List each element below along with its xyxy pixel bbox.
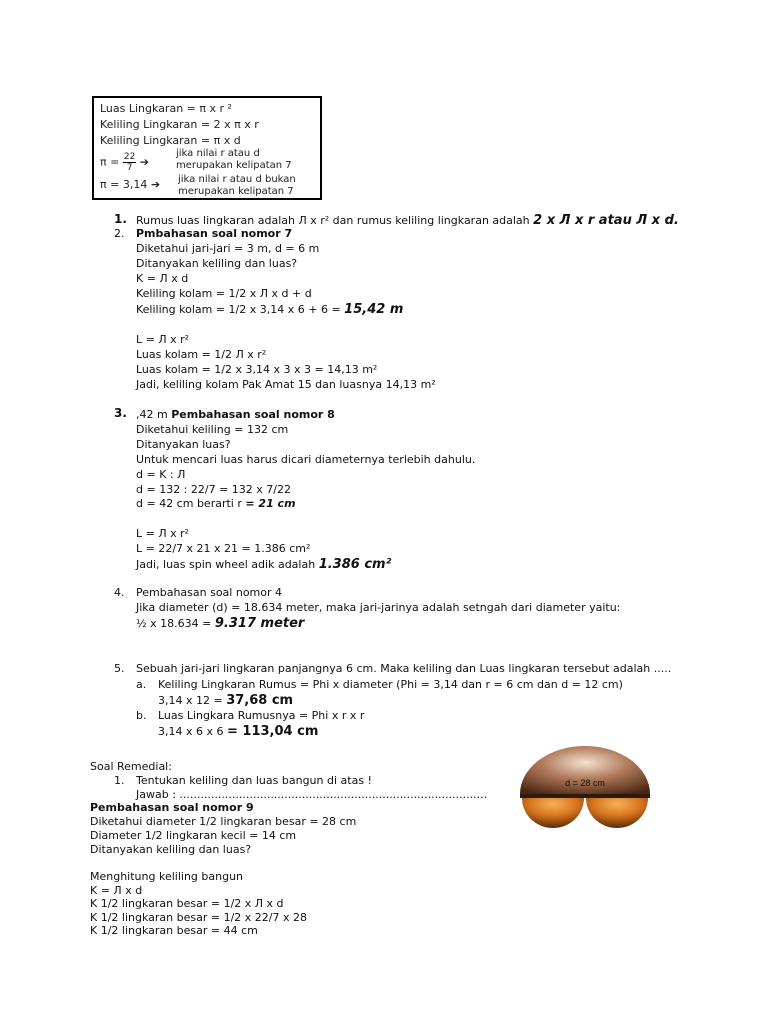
item-3-line-7: L = Л x r² <box>136 527 190 540</box>
fraction-22-7 <box>123 152 136 173</box>
item-1-body: Rumus luas lingkaran adalah Л x r² dan rumus keliling lingkaran adalah <box>136 214 534 227</box>
remedial-line-1: Diketahui diameter 1/2 lingkaran besar = 28 cm <box>90 815 357 828</box>
remedial-heading: Pembahasan soal nomor 9 <box>90 801 254 814</box>
item-5b-result: = 113,04 cm <box>227 724 319 739</box>
item-3-line-9 <box>136 557 391 572</box>
remedial-number-1: 1. <box>114 774 125 787</box>
item-3-heading-line <box>136 408 335 421</box>
item-5b-mark: b. <box>136 709 147 722</box>
formula-pi-decimal <box>100 178 160 191</box>
item-3-line-9-body: Jadi, luas spin wheel adik adalah <box>136 558 319 571</box>
remedial-line-8: K 1/2 lingkaran besar = 44 cm <box>90 924 258 937</box>
formula-keliling-r: Keliling Lingkaran = 2 x π x r <box>100 118 259 131</box>
item-5-text: Sebuah jari-jari lingkaran panjangnya 6 cm. Maka keliling dan Luas lingkaran tersebut adalah ..... <box>136 662 672 675</box>
item-4-heading: Pembahasan soal nomor 4 <box>136 586 283 599</box>
item-2-line-5-body: Keliling kolam = 1/2 x 3,14 x 6 + 6 = <box>136 303 345 316</box>
item-3-line-1: Diketahui keliling = 132 cm <box>136 423 289 436</box>
item-3-line-6-body: d = 42 cm berarti r <box>136 497 246 510</box>
arrow-right-icon: ➔ <box>150 178 161 191</box>
remedial-jawab: Jawab : ........................................................................................ <box>136 788 488 801</box>
item-number-4: 4. <box>114 586 125 599</box>
pi-decimal-label: π = 3,14 <box>100 178 148 191</box>
fraction-numerator: 22 <box>123 152 136 162</box>
item-5b-text: Luas Lingkara Rumusnya = Phi x r x r <box>158 709 365 722</box>
item-2-line-8: Luas kolam = 1/2 x 3,14 x 3 x 3 = 14,13 m² <box>136 363 378 376</box>
formula-box <box>92 96 322 200</box>
formula-keliling-d: Keliling Lingkaran = π x d <box>100 134 241 147</box>
item-4-line-2 <box>136 616 304 631</box>
item-3-line-9-result: 1.386 cm² <box>318 557 392 572</box>
item-5a-line-2-body: 3,14 x 12 = <box>158 694 227 707</box>
item-3-prefix: ,42 m <box>136 408 172 421</box>
item-3-line-2: Ditanyakan luas? <box>136 438 231 451</box>
item-1-bold: 2 x Л x r atau Л x d. <box>533 213 679 228</box>
item-3-line-8: L = 22/7 x 21 x 21 = 1.386 cm² <box>136 542 311 555</box>
semicircle-figure <box>518 744 652 830</box>
item-5a-line-2 <box>158 693 293 708</box>
item-5b-line-2-body: 3,14 x 6 x 6 <box>158 725 227 738</box>
item-3-line-3: Untuk mencari luas harus dicari diameternya terlebih dahulu. <box>136 453 476 466</box>
item-2-heading: Pmbahasan soal nomor 7 <box>136 227 293 240</box>
pi-label: π = <box>100 155 120 169</box>
small-half-circle-left <box>522 798 584 828</box>
remedial-line-4: Menghitung keliling bangun <box>90 870 244 883</box>
item-3-line-4: d = K : Л <box>136 468 186 481</box>
item-number-3: 3. <box>114 406 127 420</box>
formula-luas: Luas Lingkaran = π x r ² <box>100 102 232 115</box>
figure-diameter-label: d = 28 cm <box>565 778 605 788</box>
small-half-circle-right <box>586 798 648 828</box>
note-kelipatan-7-b: merupakan kelipatan 7 <box>176 160 292 171</box>
item-2-line-9: Jadi, keliling kolam Pak Amat 15 dan luasnya 14,13 m² <box>136 378 436 391</box>
item-number-2: 2. <box>114 227 125 240</box>
item-2-line-4: Keliling kolam = 1/2 x Л x d + d <box>136 287 312 300</box>
divider-line <box>520 794 650 798</box>
item-2-line-3: K = Л x d <box>136 272 189 285</box>
item-2-line-5 <box>136 302 403 317</box>
item-3-line-6-result: = 21 cm <box>245 497 296 510</box>
remedial-question-1: Tentukan keliling dan luas bangun di atas ! <box>136 774 372 787</box>
item-5a-result: 37,68 cm <box>226 693 294 708</box>
item-2-line-5-result: 15,42 m <box>344 302 404 317</box>
remedial-line-7: K 1/2 lingkaran besar = 1/2 x 22/7 x 28 <box>90 911 307 924</box>
item-1-text <box>136 213 679 228</box>
item-3-line-6 <box>136 497 296 510</box>
note-bukan-kelipatan-b: merupakan kelipatan 7 <box>178 186 294 197</box>
remedial-line-5: K = Л x d <box>90 884 143 897</box>
item-2-line-6: L = Л x r² <box>136 333 190 346</box>
item-3-line-5: d = 132 : 22/7 = 132 x 7/22 <box>136 483 291 496</box>
remedial-line-2: Diameter 1/2 lingkaran kecil = 14 cm <box>90 829 297 842</box>
item-number-1: 1. <box>114 212 127 226</box>
item-3-heading: Pembahasan soal nomor 8 <box>171 408 335 421</box>
fraction-denominator: 7 <box>126 163 133 173</box>
note-kelipatan-7-a: jika nilai r atau d <box>176 148 260 159</box>
remedial-line-3: Ditanyakan keliling dan luas? <box>90 843 252 856</box>
item-2-line-1: Diketahui jari-jari = 3 m, d = 6 m <box>136 242 320 255</box>
item-5a-text: Keliling Lingkaran Rumus = Phi x diameter (Phi = 3,14 dan r = 6 cm dan d = 12 cm) <box>158 678 623 691</box>
note-bukan-kelipatan-a: jika nilai r atau d bukan <box>178 174 296 185</box>
arrow-right-icon: ➔ <box>139 155 150 169</box>
item-4-line-2-body: ½ x 18.634 = <box>136 617 215 630</box>
item-5a-mark: a. <box>136 678 147 691</box>
item-4-line-1: Jika diameter (d) = 18.634 meter, maka jari-jarinya adalah setngah dari diameter yaitu: <box>136 601 621 614</box>
item-2-line-7: Luas kolam = 1/2 Л x r² <box>136 348 267 361</box>
remedial-title: Soal Remedial: <box>90 760 172 773</box>
item-2-line-2: Ditanyakan keliling dan luas? <box>136 257 298 270</box>
item-number-5: 5. <box>114 662 125 675</box>
remedial-line-6: K 1/2 lingkaran besar = 1/2 x Л x d <box>90 897 284 910</box>
item-5b-line-2 <box>158 724 318 739</box>
formula-pi-fraction <box>100 152 149 173</box>
item-4-line-2-result: 9.317 meter <box>214 616 305 631</box>
semicircle-drawing <box>518 744 652 830</box>
